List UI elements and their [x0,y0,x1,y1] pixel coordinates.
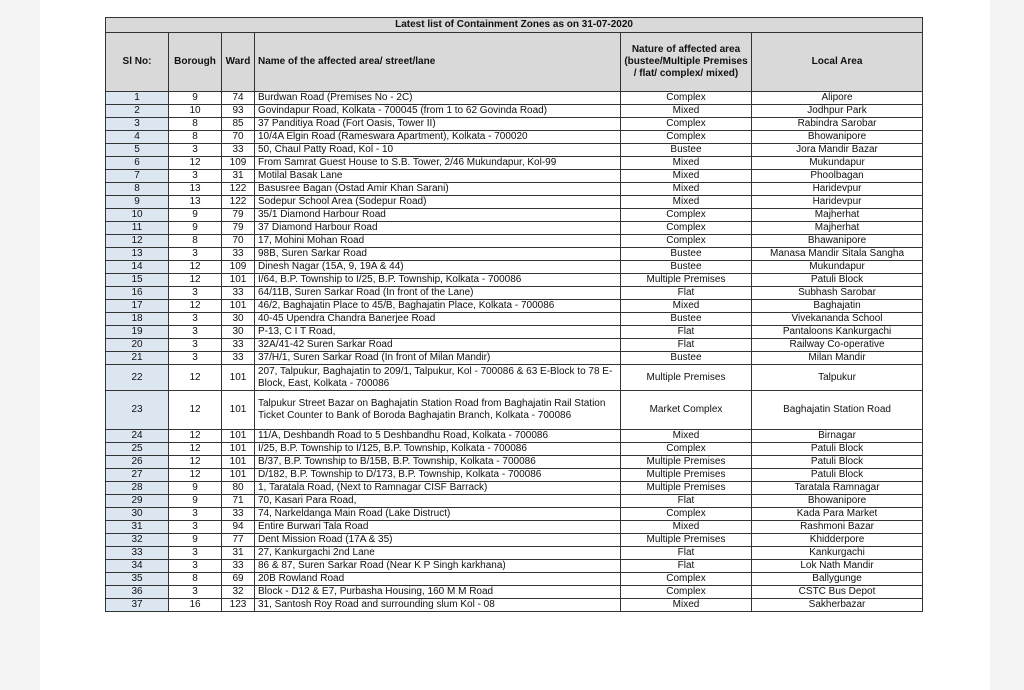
cell-nature: Multiple Premises [621,469,752,482]
cell-local-area: Baghajatin Station Road [752,391,923,430]
cell-sl-no: 24 [106,430,169,443]
table-body [106,92,923,612]
cell-area-name: 70, Kasari Para Road, [255,495,621,508]
cell-local-area: Khidderpore [752,534,923,547]
cell-ward: 123 [222,599,255,612]
cell-borough: 3 [169,326,222,339]
cell-sl-no: 18 [106,313,169,326]
cell-borough: 12 [169,456,222,469]
cell-sl-no: 17 [106,300,169,313]
table-row [106,352,923,365]
table-row [106,287,923,300]
cell-area-name: I/25, B.P. Township to I/125, B.P. Township, Kolkata - 700086 [255,443,621,456]
cell-ward: 70 [222,131,255,144]
cell-borough: 3 [169,339,222,352]
cell-borough: 12 [169,365,222,391]
cell-sl-no: 12 [106,235,169,248]
cell-ward: 77 [222,534,255,547]
cell-sl-no: 23 [106,391,169,430]
cell-nature: Multiple Premises [621,534,752,547]
header-local-area: Local Area [752,33,923,92]
cell-area-name: P-13, C I T Road, [255,326,621,339]
cell-local-area: Haridevpur [752,196,923,209]
cell-ward: 109 [222,157,255,170]
cell-local-area: Pantaloons Kankurgachi [752,326,923,339]
cell-area-name: Burdwan Road (Premises No - 2C) [255,92,621,105]
cell-local-area: Talpukur [752,365,923,391]
cell-sl-no: 34 [106,560,169,573]
cell-local-area: Rashmoni Bazar [752,521,923,534]
cell-sl-no: 22 [106,365,169,391]
cell-borough: 9 [169,209,222,222]
cell-ward: 33 [222,508,255,521]
cell-sl-no: 31 [106,521,169,534]
table-row [106,92,923,105]
cell-local-area: Taratala Ramnagar [752,482,923,495]
cell-borough: 9 [169,495,222,508]
cell-area-name: 207, Talpukur, Baghajatin to 209/1, Talpukur, Kol - 700086 & 63 E-Block to 78 E-Block, East, Kolkata - 700086 [255,365,621,391]
cell-local-area: Kada Para Market [752,508,923,521]
cell-ward: 33 [222,339,255,352]
cell-local-area: Majherhat [752,209,923,222]
cell-borough: 12 [169,274,222,287]
cell-sl-no: 33 [106,547,169,560]
cell-nature: Complex [621,586,752,599]
cell-ward: 122 [222,183,255,196]
cell-local-area: Mukundapur [752,261,923,274]
cell-local-area: Ballygunge [752,573,923,586]
cell-area-name: 32A/41-42 Suren Sarkar Road [255,339,621,352]
cell-local-area: Lok Nath Mandir [752,560,923,573]
cell-nature: Complex [621,235,752,248]
table-row [106,261,923,274]
cell-local-area: CSTC Bus Depot [752,586,923,599]
cell-area-name: B/37, B.P. Township to B/15B, B.P. Township, Kolkata - 700086 [255,456,621,469]
cell-sl-no: 3 [106,118,169,131]
cell-ward: 101 [222,274,255,287]
cell-nature: Mixed [621,196,752,209]
cell-nature: Flat [621,547,752,560]
cell-local-area: Haridevpur [752,183,923,196]
cell-ward: 33 [222,144,255,157]
cell-ward: 31 [222,170,255,183]
table-row [106,131,923,144]
table-row [106,495,923,508]
cell-ward: 80 [222,482,255,495]
table-row [106,274,923,287]
cell-ward: 101 [222,391,255,430]
cell-local-area: Bhawanipore [752,235,923,248]
cell-sl-no: 25 [106,443,169,456]
cell-nature: Mixed [621,157,752,170]
cell-area-name: 37 Diamond Harbour Road [255,222,621,235]
cell-ward: 79 [222,222,255,235]
table-row [106,456,923,469]
cell-area-name: Block - D12 & E7, Purbasha Housing, 160 M M Road [255,586,621,599]
cell-local-area: Patuli Block [752,456,923,469]
table-row [106,508,923,521]
cell-local-area: Vivekananda School [752,313,923,326]
table-row [106,196,923,209]
cell-local-area: Kankurgachi [752,547,923,560]
cell-area-name: From Samrat Guest House to S.B. Tower, 2/46 Mukundapur, Kol-99 [255,157,621,170]
cell-ward: 30 [222,313,255,326]
cell-ward: 122 [222,196,255,209]
cell-area-name: 35/1 Diamond Harbour Road [255,209,621,222]
table-row [106,157,923,170]
cell-sl-no: 36 [106,586,169,599]
cell-ward: 31 [222,547,255,560]
cell-area-name: 11/A, Deshbandh Road to 5 Deshbandhu Road, Kolkata - 700086 [255,430,621,443]
cell-ward: 101 [222,443,255,456]
cell-nature: Market Complex [621,391,752,430]
cell-sl-no: 5 [106,144,169,157]
cell-borough: 3 [169,586,222,599]
cell-ward: 69 [222,573,255,586]
cell-nature: Mixed [621,430,752,443]
cell-borough: 3 [169,313,222,326]
cell-area-name: Basusree Bagan (Ostad Amir Khan Sarani) [255,183,621,196]
cell-sl-no: 10 [106,209,169,222]
table-row [106,235,923,248]
cell-local-area: Mukundapur [752,157,923,170]
cell-nature: Bustee [621,352,752,365]
table-row [106,222,923,235]
document-page [40,0,990,690]
cell-ward: 33 [222,248,255,261]
cell-sl-no: 30 [106,508,169,521]
cell-local-area: Patuli Block [752,443,923,456]
cell-borough: 3 [169,352,222,365]
cell-ward: 71 [222,495,255,508]
cell-ward: 33 [222,287,255,300]
cell-ward: 70 [222,235,255,248]
cell-area-name: Talpukur Street Bazar on Baghajatin Station Road from Baghajatin Rail Station Ticket Counter to Bank of Boroda Baghajatin Branch, Kolkata - 700086 [255,391,621,430]
cell-borough: 12 [169,391,222,430]
cell-sl-no: 29 [106,495,169,508]
cell-nature: Mixed [621,521,752,534]
table-title: Latest list of Containment Zones as on 31-07-2020 [106,18,923,33]
cell-nature: Complex [621,443,752,456]
cell-sl-no: 37 [106,599,169,612]
title-row [106,18,923,33]
cell-local-area: Birnagar [752,430,923,443]
cell-nature: Flat [621,495,752,508]
cell-sl-no: 35 [106,573,169,586]
cell-borough: 3 [169,508,222,521]
cell-area-name: 50, Chaul Patty Road, Kol - 10 [255,144,621,157]
cell-area-name: Entire Burwari Tala Road [255,521,621,534]
cell-local-area: Jodhpur Park [752,105,923,118]
cell-area-name: Dinesh Nagar (15A, 9, 19A & 44) [255,261,621,274]
cell-local-area: Patuli Block [752,274,923,287]
cell-nature: Bustee [621,313,752,326]
cell-borough: 8 [169,573,222,586]
cell-nature: Mixed [621,170,752,183]
cell-ward: 30 [222,326,255,339]
cell-local-area: Manasa Mandir Sitala Sangha [752,248,923,261]
cell-borough: 9 [169,222,222,235]
cell-ward: 74 [222,92,255,105]
cell-area-name: Motilal Basak Lane [255,170,621,183]
cell-nature: Mixed [621,599,752,612]
cell-borough: 10 [169,105,222,118]
cell-borough: 13 [169,183,222,196]
cell-ward: 109 [222,261,255,274]
cell-borough: 9 [169,482,222,495]
cell-borough: 3 [169,248,222,261]
table-row [106,118,923,131]
cell-local-area: Rabindra Sarobar [752,118,923,131]
cell-nature: Flat [621,560,752,573]
cell-borough: 8 [169,235,222,248]
cell-borough: 16 [169,599,222,612]
cell-sl-no: 26 [106,456,169,469]
header-row [106,33,923,92]
cell-sl-no: 20 [106,339,169,352]
cell-area-name: 98B, Suren Sarkar Road [255,248,621,261]
cell-nature: Mixed [621,300,752,313]
table-row [106,300,923,313]
cell-sl-no: 1 [106,92,169,105]
cell-borough: 12 [169,430,222,443]
cell-nature: Mixed [621,183,752,196]
cell-ward: 94 [222,521,255,534]
cell-area-name: Govindapur Road, Kolkata - 700045 (from 1 to 62 Govinda Road) [255,105,621,118]
cell-sl-no: 9 [106,196,169,209]
table-row [106,365,923,391]
cell-area-name: 46/2, Baghajatin Place to 45/B, Baghajatin Place, Kolkata - 700086 [255,300,621,313]
cell-area-name: 64/11B, Suren Sarkar Road (In front of the Lane) [255,287,621,300]
cell-nature: Flat [621,287,752,300]
cell-area-name: 27, Kankurgachi 2nd Lane [255,547,621,560]
cell-nature: Complex [621,573,752,586]
cell-local-area: Bhowanipore [752,495,923,508]
cell-ward: 101 [222,300,255,313]
cell-borough: 8 [169,118,222,131]
cell-sl-no: 15 [106,274,169,287]
cell-area-name: I/64, B.P. Township to I/25, B.P. Township, Kolkata - 700086 [255,274,621,287]
cell-ward: 79 [222,209,255,222]
cell-nature: Bustee [621,248,752,261]
cell-borough: 3 [169,547,222,560]
cell-area-name: 86 & 87, Suren Sarkar Road (Near K P Singh karkhana) [255,560,621,573]
cell-sl-no: 32 [106,534,169,547]
cell-borough: 12 [169,443,222,456]
cell-nature: Complex [621,118,752,131]
cell-area-name: 20B Rowland Road [255,573,621,586]
cell-local-area: Patuli Block [752,469,923,482]
cell-sl-no: 13 [106,248,169,261]
cell-borough: 12 [169,261,222,274]
cell-local-area: Baghajatin [752,300,923,313]
cell-sl-no: 19 [106,326,169,339]
table-row [106,144,923,157]
table-row [106,560,923,573]
table-row [106,573,923,586]
header-sl-no: Sl No: [106,33,169,92]
cell-nature: Bustee [621,261,752,274]
cell-sl-no: 21 [106,352,169,365]
cell-borough: 3 [169,560,222,573]
cell-borough: 3 [169,144,222,157]
table-row [106,430,923,443]
cell-nature: Complex [621,222,752,235]
table-row [106,105,923,118]
cell-local-area: Railway Co-operative [752,339,923,352]
cell-area-name: 17, Mohini Mohan Road [255,235,621,248]
cell-borough: 8 [169,131,222,144]
table-row [106,599,923,612]
cell-borough: 12 [169,300,222,313]
cell-nature: Bustee [621,144,752,157]
cell-borough: 12 [169,469,222,482]
cell-ward: 101 [222,365,255,391]
cell-local-area: Milan Mandir [752,352,923,365]
cell-area-name: Dent Mission Road (17A & 35) [255,534,621,547]
table-row [106,313,923,326]
cell-nature: Complex [621,131,752,144]
containment-zones-table [105,17,923,612]
cell-borough: 12 [169,157,222,170]
cell-area-name: 10/4A Elgin Road (Rameswara Apartment), Kolkata - 700020 [255,131,621,144]
cell-area-name: 40-45 Upendra Chandra Banerjee Road [255,313,621,326]
cell-nature: Complex [621,209,752,222]
cell-sl-no: 27 [106,469,169,482]
cell-sl-no: 16 [106,287,169,300]
header-nature: Nature of affected area (bustee/Multiple Premises / flat/ complex/ mixed) [621,33,752,92]
cell-area-name: D/182, B.P. Township to D/173, B.P. Township, Kolkata - 700086 [255,469,621,482]
cell-sl-no: 11 [106,222,169,235]
table-row [106,183,923,196]
cell-nature: Multiple Premises [621,365,752,391]
table-row [106,339,923,352]
cell-ward: 101 [222,430,255,443]
cell-local-area: Alipore [752,92,923,105]
cell-nature: Mixed [621,105,752,118]
cell-sl-no: 28 [106,482,169,495]
cell-sl-no: 8 [106,183,169,196]
table-row [106,521,923,534]
cell-area-name: 31, Santosh Roy Road and surrounding slum Kol - 08 [255,599,621,612]
cell-local-area: Jora Mandir Bazar [752,144,923,157]
cell-local-area: Bhowanipore [752,131,923,144]
header-area-name: Name of the affected area/ street/lane [255,33,621,92]
table-row [106,170,923,183]
cell-nature: Multiple Premises [621,274,752,287]
table-row [106,248,923,261]
cell-sl-no: 6 [106,157,169,170]
cell-area-name: 1, Taratala Road, (Next to Ramnagar CISF Barrack) [255,482,621,495]
cell-borough: 9 [169,534,222,547]
table-row [106,391,923,430]
cell-borough: 9 [169,92,222,105]
cell-nature: Complex [621,92,752,105]
cell-area-name: 37 Panditiya Road (Fort Oasis, Tower II) [255,118,621,131]
cell-nature: Complex [621,508,752,521]
table-row [106,443,923,456]
cell-borough: 13 [169,196,222,209]
cell-area-name: 37/H/1, Suren Sarkar Road (In front of Milan Mandir) [255,352,621,365]
cell-local-area: Majherhat [752,222,923,235]
cell-ward: 93 [222,105,255,118]
cell-nature: Multiple Premises [621,456,752,469]
cell-ward: 85 [222,118,255,131]
cell-sl-no: 4 [106,131,169,144]
table-row [106,534,923,547]
cell-local-area: Sakherbazar [752,599,923,612]
cell-ward: 32 [222,586,255,599]
cell-nature: Flat [621,339,752,352]
table-row [106,586,923,599]
cell-local-area: Phoolbagan [752,170,923,183]
cell-nature: Multiple Premises [621,482,752,495]
cell-area-name: Sodepur School Area (Sodepur Road) [255,196,621,209]
cell-sl-no: 14 [106,261,169,274]
cell-nature: Flat [621,326,752,339]
cell-local-area: Subhash Sarobar [752,287,923,300]
table-row [106,326,923,339]
header-ward: Ward [222,33,255,92]
table-row [106,482,923,495]
cell-ward: 101 [222,469,255,482]
cell-ward: 33 [222,352,255,365]
cell-sl-no: 7 [106,170,169,183]
cell-ward: 101 [222,456,255,469]
header-borough: Borough [169,33,222,92]
table-row [106,469,923,482]
table-row [106,209,923,222]
cell-borough: 3 [169,521,222,534]
table-row [106,547,923,560]
cell-borough: 3 [169,170,222,183]
cell-borough: 3 [169,287,222,300]
cell-ward: 33 [222,560,255,573]
cell-area-name: 74, Narkeldanga Main Road (Lake Distruct) [255,508,621,521]
cell-sl-no: 2 [106,105,169,118]
